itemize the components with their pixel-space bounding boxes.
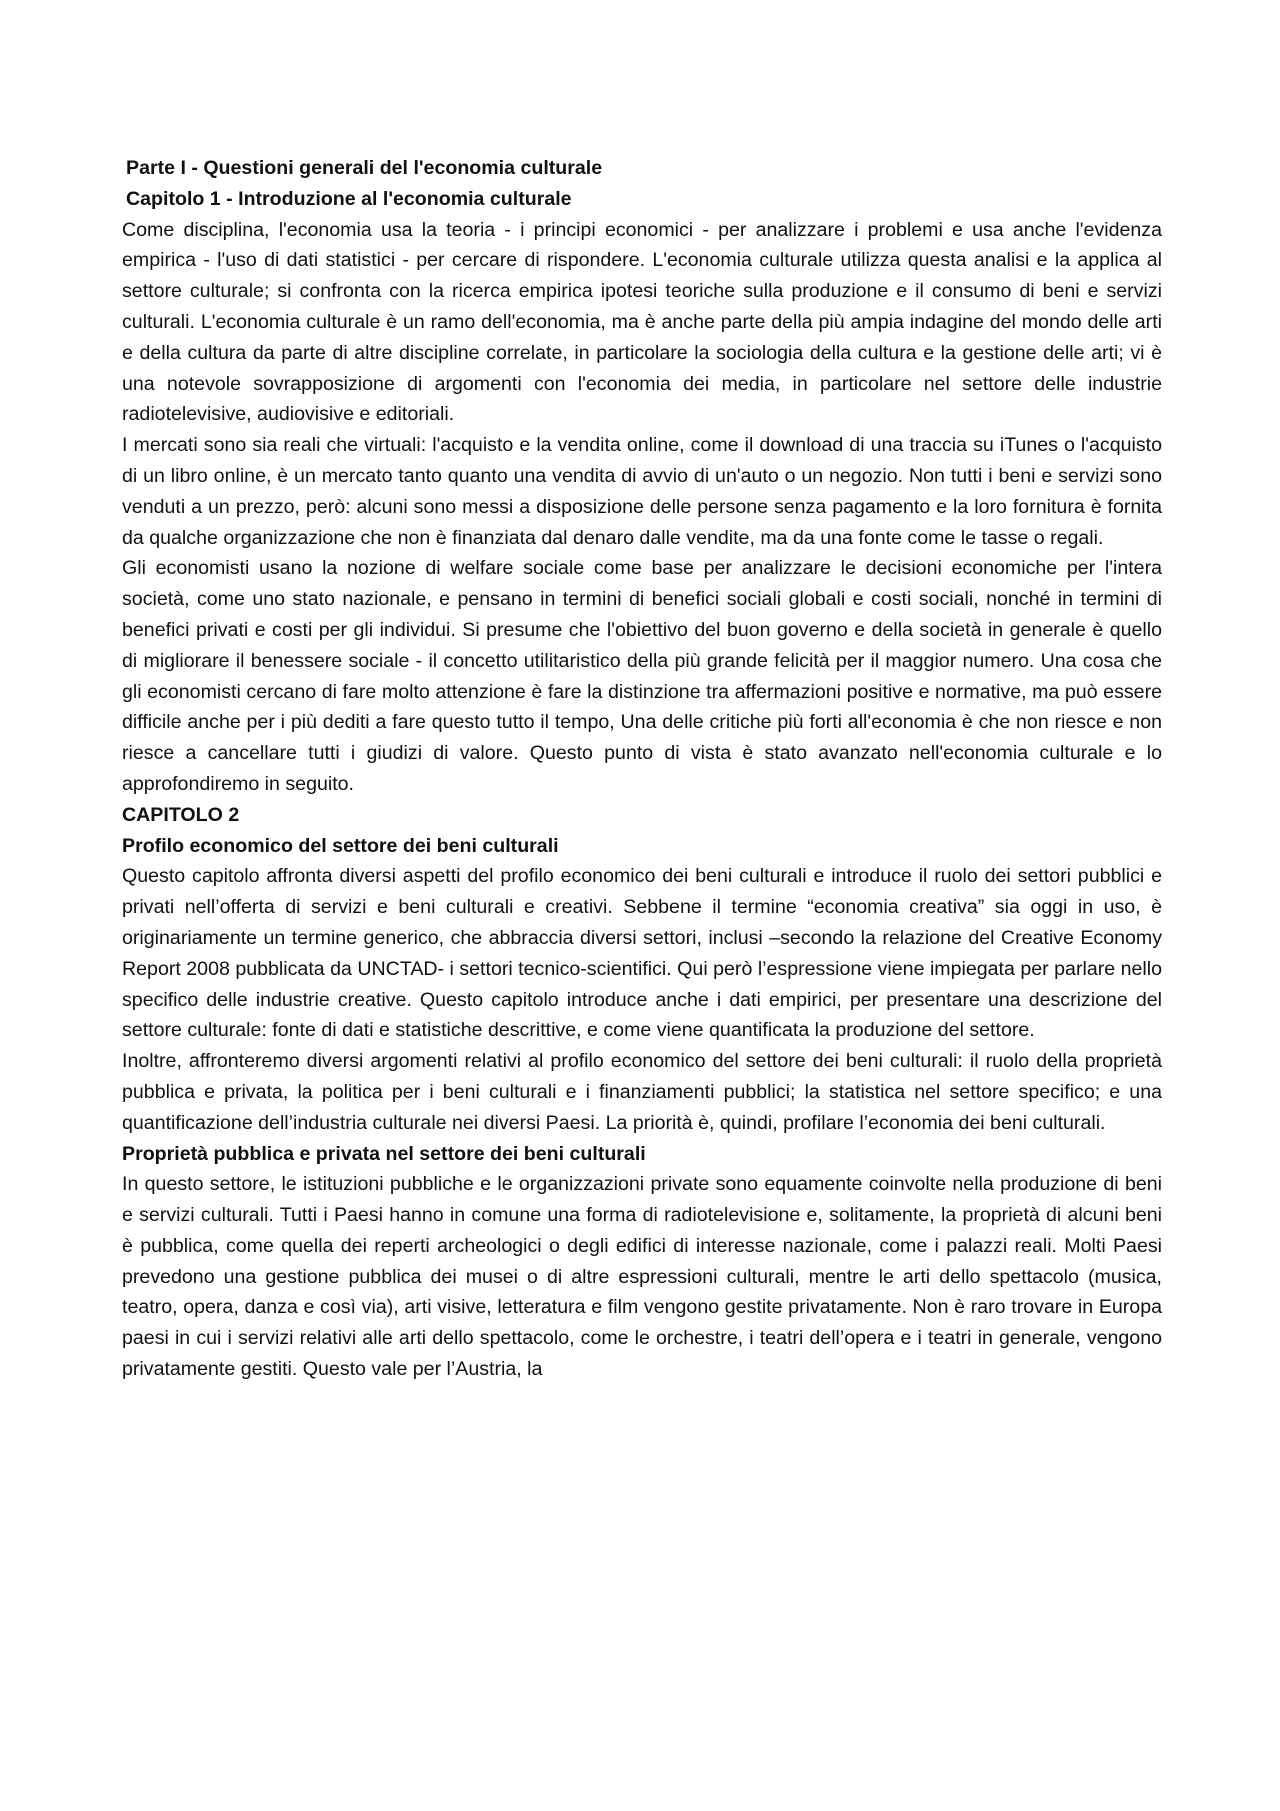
chapter-1-paragraph: Come disciplina, l'economia usa la teoria - i principi economici - per analizzare i problemi e usa anche l'evidenza empirica - l'uso di dati statistici - per cercare di rispondere. L'economia culturale utilizza questa analisi e la applica al settore culturale; si confronta con la ricerca empirica ipotesi teoriche sulla produzione e il consumo di beni e servizi culturali. L'economia culturale è un ramo dell'economia, ma è anche parte della più ampia indagine del mondo delle arti e della cultura da parte di altre discipline correlate, in particolare la sociologia della cultura e la gestione delle arti; vi è una notevole sovrapposizione di argomenti con l'economia dei media, in particolare nel settore delle industrie radiotelevisive, audiovisive e editoriali. [122, 218, 1162, 426]
chapter-2-paragraph: Inoltre, affronteremo diversi argomenti relativi al profilo economico del settore dei beni culturali: il ruolo della proprietà pubblica e privata, la politica per i beni culturali e i finanziamenti pubblici; la statistica nel settore specifico; e una quantificazione dell’industria culturale nei diversi Paesi. La priorità è, quindi, profilare l’economia dei beni culturali. [122, 1050, 1162, 1134]
section-paragraph: In questo settore, le istituzioni pubbliche e le organizzazioni private sono equamente coinvolte nella produzione di beni e servizi culturali. Tutti i Paesi hanno in comune una forma di radiotelevisione e, solitamente, la proprietà di alcuni beni è pubblica, come quella dei reperti archeologici o degli edifici di interesse nazionale, come i palazzi reali. Molti Paesi prevedono una gestione pubblica dei musei o di altre espressioni culturali, mentre le arti dello spettacolo (musica, teatro, opera, danza e così via), arti visive, letteratura e film vengono gestite privatamente. Non è raro trovare in Europa paesi in cui i servizi relativi alle arti dello spettacolo, come le orchestre, i teatri dell’opera e i teatri in generale, vengono privatamente gestiti. Questo vale per l’Austria, la [122, 1173, 1162, 1381]
chapter-2-paragraph: Questo capitolo affronta diversi aspetti del profilo economico dei beni culturali e introduce il ruolo dei settori pubblici e privati nell’offerta di servizi e beni culturali e creativi. Sebbene il termine “economia creativa” sia oggi in uso, è originariamente un termine generico, che abbraccia diversi settori, inclusi –secondo la relazione del Creative Economy Report 2008 pubblicata da UNCTAD- i settori tecnico-scientifici. Qui però l’espressione viene impiegata per parlare nello specifico delle industrie creative. Questo capitolo introduce anche i dati empirici, per presentare una descrizione del settore culturale: fonte di dati e statistiche descrittive, e come viene quantificata la produzione del settore. [122, 865, 1162, 1042]
chapter-1-paragraph: I mercati sono sia reali che virtuali: l'acquisto e la vendita online, come il download di una traccia su iTunes o l'acquisto di un libro online, è un mercato tanto quanto una vendita di avvio di un'auto o un negozio. Non tutti i beni e servizi sono venduti a un prezzo, però: alcuni sono messi a disposizione delle persone senza pagamento e la loro fornitura è fornita da qualche organizzazione che non è finanziata dal denaro dalle vendite, ma da una fonte come le tasse o regali. [122, 434, 1162, 549]
chapter-2-title: Profilo economico del settore dei beni culturali [122, 834, 559, 857]
document-page [122, 153, 1162, 1385]
chapter-2-label: CAPITOLO 2 [122, 803, 240, 826]
section-title: Proprietà pubblica e privata nel settore dei beni culturali [122, 1142, 646, 1165]
chapter-1-paragraph: Gli economisti usano la nozione di welfare sociale come base per analizzare le decisioni economiche per l'intera società, come uno stato nazionale, e pensano in termini di benefici sociali globali e costi sociali, nonché in termini di benefici privati e costi per gli individui. Si presume che l'obiettivo del buon governo e della società in generale è quello di migliorare il benessere sociale - il concetto utilitaristico della più grande felicità per il maggior numero. Una cosa che gli economisti cercano di fare molto attenzione è fare la distinzione tra affermazioni positive e normative, ma può essere difficile anche per i più dediti a fare questo tutto il tempo, Una delle critiche più forti all'economia è che non riesce e non riesce a cancellare tutti i giudizi di valore. Questo punto di vista è stato avanzato nell'economia culturale e lo approfondiremo in seguito. [122, 557, 1162, 795]
chapter-1-title: Capitolo 1 - Introduzione al l'economia culturale [126, 187, 572, 210]
part-title: Parte I - Questioni generali del l'economia culturale [126, 157, 603, 179]
